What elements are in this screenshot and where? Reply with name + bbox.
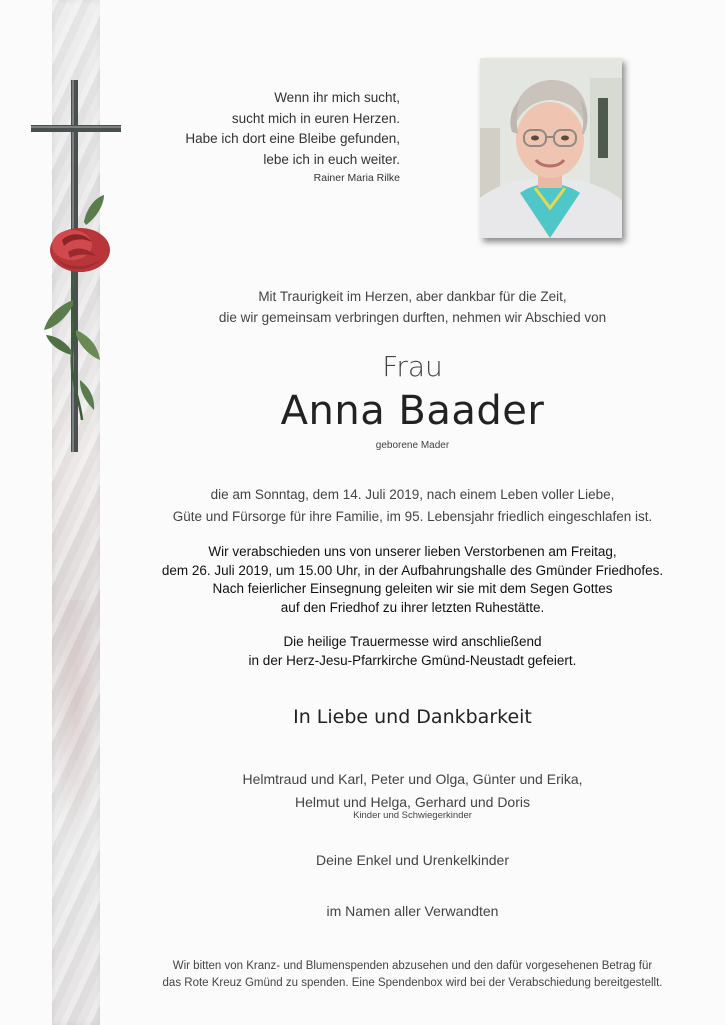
death-notice — [100, 484, 725, 527]
poem-line: Habe ich dort eine Bleibe gefunden, — [185, 131, 400, 146]
poem-author: Rainer Maria Rilke — [313, 172, 400, 184]
poem-quote — [140, 88, 400, 186]
donation-note — [100, 958, 725, 992]
funeral-line: Nach feierlicher Einsegnung geleiten wir sie mit dem Segen Gottes — [212, 581, 613, 596]
children-label: Kinder und Schwiegerkinder — [353, 810, 472, 821]
children-line: Helmut und Helga, Gerhard und Doris — [294, 794, 530, 810]
poem-line: Wenn ihr mich sucht, — [274, 90, 400, 105]
children-list — [100, 768, 725, 814]
death-line: Güte und Fürsorge für ihre Familie, im 95. Lebensjahr friedlich eingeschlafen ist. — [172, 508, 653, 524]
death-line: die am Sonntag, dem 14. Juli 2019, nach einem Leben voller Liebe, — [210, 487, 615, 502]
funeral-line: dem 26. Juli 2019, um 15.00 Uhr, in der Aufbahrungshalle des Gmünder Friedhofes. — [161, 562, 664, 578]
intro-line: die wir gemeinsam verbringen durften, nehmen wir Abschied von — [218, 310, 607, 325]
salutation: Frau — [382, 350, 443, 383]
children-line: Helmtraud und Karl, Peter und Olga, Günter und Erika, — [242, 771, 583, 787]
relatives: im Namen aller Verwandten — [326, 903, 499, 919]
funeral-line: Wir verabschieden uns von unserer lieben Verstorbenen am Freitag, — [208, 544, 617, 559]
donation-line: Wir bitten von Kranz- und Blumenspenden abzusehen und den dafür vorgesehenen Betrag für — [172, 960, 653, 972]
funeral-line: auf den Friedhof zu ihrer letzten Ruhestätte. — [280, 599, 545, 615]
portrait-illustration — [480, 58, 622, 238]
poem-line: lebe ich in euch weiter. — [263, 151, 400, 167]
intro-line: Mit Traurigkeit im Herzen, aber dankbar für die Zeit, — [258, 289, 567, 304]
portrait-photo — [480, 58, 622, 238]
poem-line: sucht mich in euren Herzen. — [231, 110, 400, 126]
donation-line: das Rote Kreuz Gmünd zu spenden. Eine Spendenbox wird bei der Verabschiedung bereitgestellt. — [162, 977, 663, 989]
birth-name: geborene Mader — [375, 440, 450, 451]
intro-text — [100, 286, 725, 328]
funeral-info — [100, 543, 725, 617]
grandchildren: Deine Enkel und Urenkelkinder — [316, 852, 509, 868]
mass-line: in der Herz-Jesu-Pfarrkirche Gmünd-Neustadt gefeiert. — [248, 653, 577, 668]
mass-info — [100, 632, 725, 670]
deceased-name: Anna Baader — [280, 388, 545, 434]
closing-phrase: In Liebe und Dankbarkeit — [293, 706, 532, 728]
mass-line: Die heilige Trauermesse wird anschließend — [283, 634, 542, 649]
